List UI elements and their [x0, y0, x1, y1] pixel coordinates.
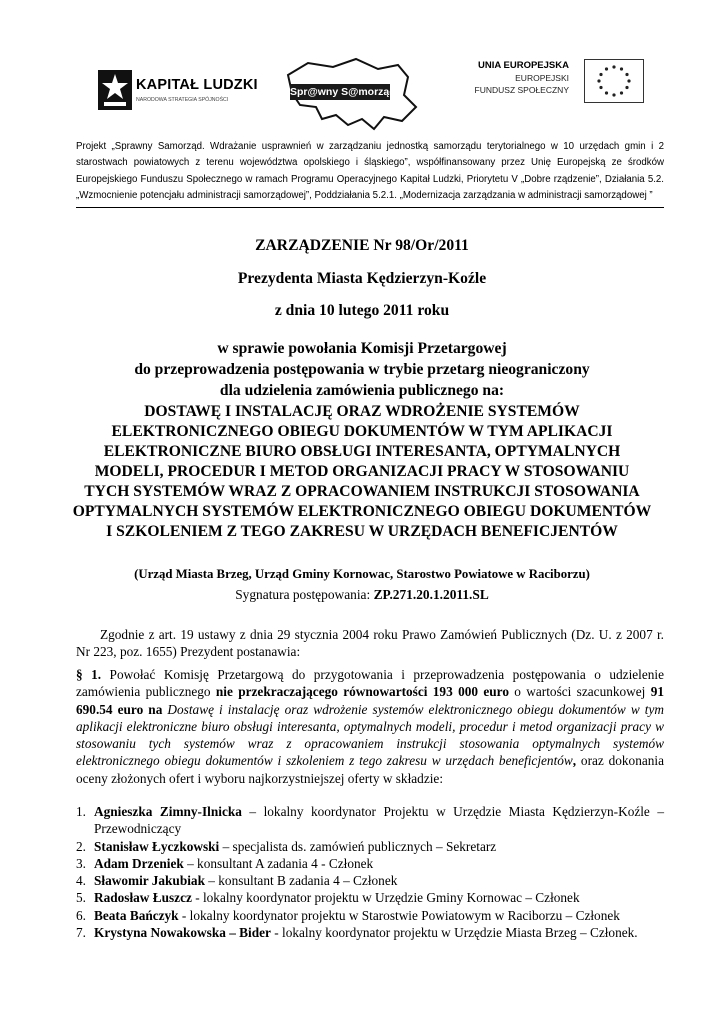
eu-flag [584, 59, 644, 103]
commission-members-list [76, 803, 664, 941]
member-name: Sławomir Jakubiak [94, 873, 205, 889]
member-name: Stanisław Łyczkowski [94, 838, 220, 854]
project-description: Projekt „Sprawny Samorząd. Wdrażanie usprawnień w zarządzaniu jednostką samorządu terytorialnego w 10 urzędach gmin i 2 starostwach powiatowych z terenu województwa opolskiego i śląskiego”, współfinansowany przez Unię Europejską ze środków Europejskiego Funduszu Społecznego w ramach Programu Operacyjnego Kapitał Ludzki, Priorytetu V „Dobre rządzenie”, Działania 5.2. „Wzmocnienie potencjału administracji samorządowej”, Poddziałania 5.2.1. „Modernizacja zarządzania w administracji samorządowej ” [76, 139, 664, 208]
section-text-1: Powołać Komisję Przetargową do przygotowania i przeprowadzenia postępowania o udzielenie zamówienia publicznego [76, 667, 665, 700]
section-bold-1: nie przekraczającego równowartości 193 000 euro [215, 684, 509, 700]
eu-line-1: UNIA EUROPEJSKA [478, 60, 569, 71]
member-role: – konsultant B zadania 4 – Członek [204, 873, 398, 889]
list-item [76, 855, 664, 872]
member-role: – lokalny koordynator Projektu w Urzędzie Miasta Kędzierzyn-Koźle – Przewodniczący [94, 804, 664, 837]
list-item [76, 907, 664, 924]
kapital-ludzki-mark-icon [98, 70, 132, 110]
eu-logo [474, 58, 658, 110]
section-text-2: o wartości szacunkowej [508, 684, 651, 700]
order-subject-caps: DOSTAWĘ I INSTALACJĘ ORAZ WDROŻENIE SYSTEMÓW ELEKTRONICZNEGO OBIEGU DOKUMENTÓW W TYM APLIKACJI ELEKTRONICZNE BIURO OBSŁUGI INTERESANTA, OPTYMALNYCH MODELI, PROCEDUR I METOD ORGANIZACJI PRACY W STOSOWANIU TYCH SYSTEMÓW WRAZ Z OPRACOWANIEM INSTRUKCJI STOSOWANIA OPTYMALNYCH SYSTEMÓW ELEKTRONICZNEGO OBIEGU DOKUMENTÓW I SZKOLENIEM Z TEGO ZAKRESU W URZĘDACH BENEFICJENTÓW [72, 403, 652, 540]
member-number: 5. [76, 890, 86, 906]
sprawny-samorzad-logo [278, 55, 428, 133]
beneficiary-offices: (Urząd Miasta Brzeg, Urząd Gminy Kornowac, Starostwo Powiatowe w Raciborzu) [134, 567, 590, 581]
eu-stars-icon [585, 60, 643, 102]
list-item [76, 889, 664, 906]
sprawny-samorzad-label: Spr@wny S@morząd [290, 86, 396, 98]
section-1-paragraph [76, 666, 664, 787]
kapital-ludzki-logo [98, 70, 258, 110]
member-number: 1. [76, 804, 86, 819]
kapital-ludzki-title: KAPITAŁ LUDZKI [136, 77, 258, 93]
member-role: – specjalista ds. zamówień publicznych – Sekretarz [219, 838, 497, 854]
list-item [76, 924, 664, 941]
member-name: Radosław Łuszcz [94, 890, 192, 906]
signature-label: Sygnatura postępowania: [235, 587, 374, 602]
subject-line-3: dla udzielenia zamówienia publicznego na: [219, 382, 505, 399]
document-issuer: Prezydenta Miasta Kędzierzyn-Koźle [237, 270, 487, 287]
subject-line-2: do przeprowadzenia postępowania w trybie przetarg nieograniczony [134, 361, 590, 378]
member-role: - lokalny koordynator projektu w Urzędzie Gminy Kornowac – Członek [191, 890, 580, 906]
eu-line-2: EUROPEJSKI [515, 73, 569, 83]
section-italic: Dostawę i instalację oraz wdrożenie systemów elektronicznego obiegu dokumentów w tym aplikacji elektroniczne biuro obsługi interesanta, optymalnych modeli, procedur i metod organizacji pracy w stosowaniu tych systemów wraz z opracowaniem instrukcji stosowania optymalnych systemów elektronicznego obiegu dokumentów i szkoleniem z tego zakresu w urzędach beneficjentów [76, 701, 664, 769]
member-name: Adam Drzeniek [94, 855, 184, 871]
subject-line-1: w sprawie powołania Komisji Przetargowej [217, 340, 507, 357]
member-number: 2. [76, 838, 86, 854]
intro-paragraph: Zgodnie z art. 19 ustawy z dnia 29 stycznia 2004 roku Prawo Zamówień Publicznych (Dz. U. z 2007 r. Nr 223, poz. 1655) Prezydent postanawia: [76, 627, 664, 660]
member-name: Beata Bańczyk [94, 907, 179, 923]
member-number: 4. [76, 873, 86, 889]
section-bold-2: 91 690.54 euro na [76, 684, 664, 717]
member-role: – konsultant A zadania 4 - Członek [183, 855, 374, 871]
member-number: 3. [76, 855, 86, 871]
document-title: ZARZĄDZENIE Nr 98/Or/2011 [255, 237, 469, 254]
procedure-signature [60, 587, 664, 603]
member-role: - lokalny koordynator projektu w Starostwie Powiatowym w Raciborzu – Członek [178, 907, 620, 923]
kapital-ludzki-subtitle: NARODOWA STRATEGIA SPÓJNOŚCI [136, 97, 229, 103]
section-bold-3: , [572, 753, 577, 769]
list-item [76, 803, 664, 838]
list-item [76, 838, 664, 855]
member-role: - lokalny koordynator projektu w Urzędzie Miasta Brzeg – Członek. [270, 925, 638, 941]
section-text-3: oraz dokonania oceny złożonych ofert i wyboru najkorzystniejszej oferty w składzie: [76, 753, 664, 786]
document-date: z dnia 10 lutego 2011 roku [274, 302, 450, 319]
logo-header [0, 0, 724, 135]
signature-value: ZP.271.20.1.2011.SL [373, 587, 489, 602]
section-mark: § 1. [76, 667, 102, 682]
eu-line-3: FUNDUSZ SPOŁECZNY [474, 85, 569, 95]
member-name: Krystyna Nowakowska – Bider [94, 925, 271, 941]
member-number: 7. [76, 925, 86, 941]
member-number: 6. [76, 907, 86, 923]
member-name: Agnieszka Zimny-Ilnicka [94, 804, 242, 819]
list-item [76, 872, 664, 889]
